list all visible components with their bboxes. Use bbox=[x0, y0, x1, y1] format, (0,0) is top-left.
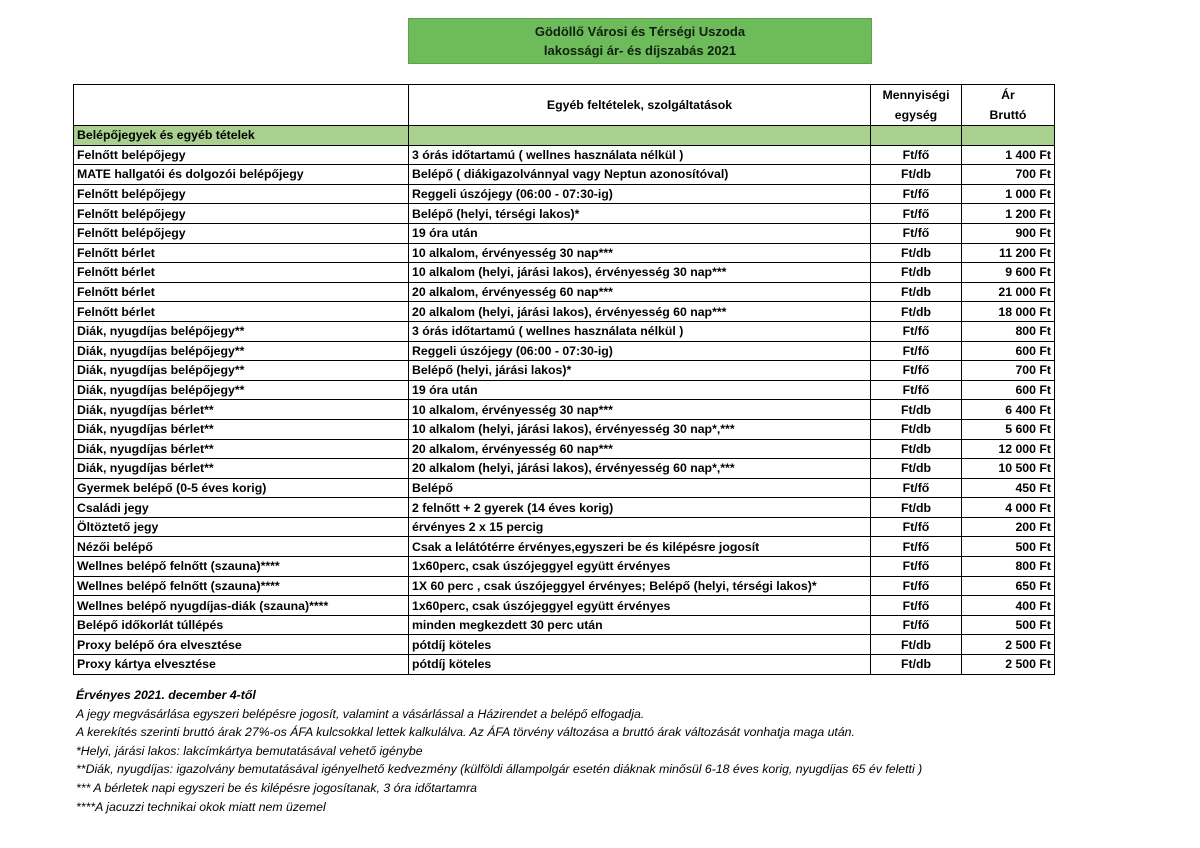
row-unit-cell: Ft/db bbox=[871, 439, 962, 459]
row-name-cell: Gyermek belépő (0-5 éves korig) bbox=[74, 478, 409, 498]
table-row bbox=[74, 282, 1055, 302]
table-header-row bbox=[74, 85, 1055, 126]
header-conditions: Egyéb feltételek, szolgáltatások bbox=[409, 85, 871, 126]
section-cell bbox=[871, 126, 962, 146]
row-price-cell: 18 000 Ft bbox=[962, 302, 1055, 322]
section-row bbox=[74, 126, 1055, 146]
row-unit-cell: Ft/db bbox=[871, 302, 962, 322]
section-label: Belépőjegyek és egyéb tételek bbox=[74, 126, 409, 146]
row-conditions-cell: pótdíj köteles bbox=[409, 655, 871, 675]
table-row bbox=[74, 557, 1055, 577]
row-unit-cell: Ft/db bbox=[871, 655, 962, 675]
row-unit-cell: Ft/db bbox=[871, 498, 962, 518]
footnote: *** A bérletek napi egyszeri be és kilépésre jogosítanak, 3 óra időtartamra bbox=[76, 780, 478, 795]
table-row bbox=[74, 204, 1055, 224]
row-conditions-cell: minden megkezdett 30 perc után bbox=[409, 615, 871, 635]
row-unit-cell: Ft/fő bbox=[871, 557, 962, 577]
header-unit-line-2: egység bbox=[894, 108, 938, 122]
footnote: A jegy megvásárlása egyszeri belépésre jogosít, valamint a vásárlással a Házirendet a belépő elfogadja. bbox=[76, 706, 645, 721]
row-price-cell: 2 500 Ft bbox=[962, 655, 1055, 675]
header-unit-line-1: Mennyiségi bbox=[882, 88, 950, 102]
validity-note: Érvényes 2021. december 4-től bbox=[76, 688, 256, 702]
footnotes bbox=[76, 686, 1076, 816]
row-conditions-cell: érvényes 2 x 15 percig bbox=[409, 517, 871, 537]
row-conditions-cell: 20 alkalom, érvényesség 60 nap*** bbox=[409, 439, 871, 459]
row-conditions-cell: Belépő ( diákigazolvánnyal vagy Neptun azonosítóval) bbox=[409, 165, 871, 185]
row-conditions-cell: 10 alkalom, érvényesség 30 nap*** bbox=[409, 400, 871, 420]
row-price-cell: 500 Ft bbox=[962, 537, 1055, 557]
row-name-cell: Diák, nyugdíjas belépőjegy** bbox=[74, 321, 409, 341]
table-row bbox=[74, 243, 1055, 263]
row-unit-cell: Ft/fő bbox=[871, 321, 962, 341]
table-row bbox=[74, 635, 1055, 655]
row-conditions-cell: 3 órás időtartamú ( wellnes használata nélkül ) bbox=[409, 145, 871, 165]
row-name-cell: Felnőtt belépőjegy bbox=[74, 184, 409, 204]
row-name-cell: Proxy belépő óra elvesztése bbox=[74, 635, 409, 655]
row-name-cell: Belépő időkorlát túllépés bbox=[74, 615, 409, 635]
row-conditions-cell: Belépő (helyi, járási lakos)* bbox=[409, 361, 871, 381]
row-conditions-cell: 10 alkalom, érvényesség 30 nap*** bbox=[409, 243, 871, 263]
row-conditions-cell: 20 alkalom (helyi, járási lakos), érvényesség 60 nap*** bbox=[409, 302, 871, 322]
table-row bbox=[74, 517, 1055, 537]
row-price-cell: 600 Ft bbox=[962, 341, 1055, 361]
row-price-cell: 400 Ft bbox=[962, 596, 1055, 616]
header-unit bbox=[871, 85, 962, 126]
row-price-cell: 12 000 Ft bbox=[962, 439, 1055, 459]
table-row bbox=[74, 576, 1055, 596]
row-price-cell: 10 500 Ft bbox=[962, 459, 1055, 479]
row-price-cell: 9 600 Ft bbox=[962, 263, 1055, 283]
header-price bbox=[962, 85, 1055, 126]
table-row bbox=[74, 478, 1055, 498]
row-name-cell: Diák, nyugdíjas bérlet** bbox=[74, 439, 409, 459]
row-name-cell: Felnőtt bérlet bbox=[74, 282, 409, 302]
row-unit-cell: Ft/db bbox=[871, 419, 962, 439]
row-unit-cell: Ft/db bbox=[871, 400, 962, 420]
table-row bbox=[74, 419, 1055, 439]
row-conditions-cell: 1x60perc, csak úszójeggyel együtt érvényes bbox=[409, 557, 871, 577]
row-conditions-cell: Reggeli úszójegy (06:00 - 07:30-ig) bbox=[409, 184, 871, 204]
header-price-line-1: Ár bbox=[1001, 88, 1015, 102]
row-conditions-cell: Reggeli úszójegy (06:00 - 07:30-ig) bbox=[409, 341, 871, 361]
table-row bbox=[74, 655, 1055, 675]
header-name bbox=[74, 85, 409, 126]
footnote: **Diák, nyugdíjas: igazolvány bemutatásával igényelhető kedvezmény (külföldi állampolgár esetén diáknak minősül 6-18 éves korig, nyugdíjas 65 év feletti ) bbox=[76, 762, 923, 777]
row-unit-cell: Ft/fő bbox=[871, 615, 962, 635]
table-row bbox=[74, 165, 1055, 185]
row-name-cell: Diák, nyugdíjas belépőjegy** bbox=[74, 361, 409, 381]
row-unit-cell: Ft/db bbox=[871, 282, 962, 302]
table-row bbox=[74, 380, 1055, 400]
table-row bbox=[74, 615, 1055, 635]
table-row bbox=[74, 596, 1055, 616]
table-row bbox=[74, 400, 1055, 420]
table-row bbox=[74, 184, 1055, 204]
row-price-cell: 200 Ft bbox=[962, 517, 1055, 537]
footnote: *Helyi, járási lakos: lakcímkártya bemutatásával vehető igénybe bbox=[76, 743, 423, 758]
row-name-cell: Felnőtt belépőjegy bbox=[74, 145, 409, 165]
row-conditions-cell: 19 óra után bbox=[409, 380, 871, 400]
title-line-1: Gödöllő Városi és Térségi Uszoda bbox=[534, 24, 746, 39]
table-row bbox=[74, 341, 1055, 361]
document-title bbox=[408, 18, 872, 64]
row-conditions-cell: 20 alkalom, érvényesség 60 nap*** bbox=[409, 282, 871, 302]
table-row bbox=[74, 361, 1055, 381]
header-price-line-2: Bruttó bbox=[989, 108, 1027, 122]
row-conditions-cell: 19 óra után bbox=[409, 223, 871, 243]
table-row bbox=[74, 302, 1055, 322]
row-name-cell: MATE hallgatói és dolgozói belépőjegy bbox=[74, 165, 409, 185]
table-row bbox=[74, 223, 1055, 243]
row-name-cell: Felnőtt belépőjegy bbox=[74, 223, 409, 243]
row-unit-cell: Ft/fő bbox=[871, 184, 962, 204]
row-unit-cell: Ft/fő bbox=[871, 204, 962, 224]
row-conditions-cell: 10 alkalom (helyi, járási lakos), érvényesség 30 nap*** bbox=[409, 263, 871, 283]
row-unit-cell: Ft/db bbox=[871, 165, 962, 185]
row-unit-cell: Ft/fő bbox=[871, 223, 962, 243]
price-table bbox=[73, 84, 1055, 675]
row-price-cell: 800 Ft bbox=[962, 557, 1055, 577]
footnote: A kerekítés szerinti bruttó árak 27%-os ÁFA kulcsokkal lettek kalkulálva. Az ÁFA törvény változása a bruttó árak változását vonhatja maga után. bbox=[76, 725, 855, 740]
row-name-cell: Nézői belépő bbox=[74, 537, 409, 557]
row-price-cell: 5 600 Ft bbox=[962, 419, 1055, 439]
table-row bbox=[74, 145, 1055, 165]
row-price-cell: 1 000 Ft bbox=[962, 184, 1055, 204]
row-price-cell: 2 500 Ft bbox=[962, 635, 1055, 655]
row-conditions-cell: pótdíj köteles bbox=[409, 635, 871, 655]
row-price-cell: 900 Ft bbox=[962, 223, 1055, 243]
row-conditions-cell: 1X 60 perc , csak úszójeggyel érvényes; Belépő (helyi, térségi lakos)* bbox=[409, 576, 871, 596]
row-conditions-cell: Csak a lelátótérre érvényes,egyszeri be és kilépésre jogosít bbox=[409, 537, 871, 557]
row-unit-cell: Ft/db bbox=[871, 263, 962, 283]
row-unit-cell: Ft/db bbox=[871, 243, 962, 263]
row-name-cell: Családi jegy bbox=[74, 498, 409, 518]
row-unit-cell: Ft/fő bbox=[871, 537, 962, 557]
row-unit-cell: Ft/fő bbox=[871, 145, 962, 165]
row-name-cell: Felnőtt bérlet bbox=[74, 263, 409, 283]
row-name-cell: Diák, nyugdíjas bérlet** bbox=[74, 400, 409, 420]
row-conditions-cell: 1x60perc, csak úszójeggyel együtt érvényes bbox=[409, 596, 871, 616]
row-unit-cell: Ft/fő bbox=[871, 596, 962, 616]
title-line-2: lakossági ár- és díjszabás 2021 bbox=[543, 43, 737, 58]
footnote: ****A jacuzzi technikai okok miatt nem üzemel bbox=[76, 799, 326, 814]
row-conditions-cell: 10 alkalom (helyi, járási lakos), érvényesség 30 nap*,*** bbox=[409, 419, 871, 439]
table-row bbox=[74, 498, 1055, 518]
row-conditions-cell: Belépő (helyi, térségi lakos)* bbox=[409, 204, 871, 224]
row-name-cell: Felnőtt bérlet bbox=[74, 243, 409, 263]
table-row bbox=[74, 537, 1055, 557]
table-row bbox=[74, 321, 1055, 341]
row-name-cell: Diák, nyugdíjas bérlet** bbox=[74, 419, 409, 439]
row-price-cell: 650 Ft bbox=[962, 576, 1055, 596]
row-price-cell: 500 Ft bbox=[962, 615, 1055, 635]
table-row bbox=[74, 439, 1055, 459]
row-price-cell: 1 400 Ft bbox=[962, 145, 1055, 165]
row-name-cell: Felnőtt belépőjegy bbox=[74, 204, 409, 224]
row-name-cell: Diák, nyugdíjas belépőjegy** bbox=[74, 341, 409, 361]
row-price-cell: 1 200 Ft bbox=[962, 204, 1055, 224]
row-unit-cell: Ft/fő bbox=[871, 380, 962, 400]
row-name-cell: Felnőtt bérlet bbox=[74, 302, 409, 322]
row-price-cell: 6 400 Ft bbox=[962, 400, 1055, 420]
row-conditions-cell: 2 felnőtt + 2 gyerek (14 éves korig) bbox=[409, 498, 871, 518]
row-unit-cell: Ft/fő bbox=[871, 576, 962, 596]
row-conditions-cell: 20 alkalom (helyi, járási lakos), érvényesség 60 nap*,*** bbox=[409, 459, 871, 479]
row-unit-cell: Ft/fő bbox=[871, 478, 962, 498]
row-conditions-cell: 3 órás időtartamú ( wellnes használata nélkül ) bbox=[409, 321, 871, 341]
row-name-cell: Wellnes belépő felnőtt (szauna)**** bbox=[74, 557, 409, 577]
row-unit-cell: Ft/fő bbox=[871, 341, 962, 361]
row-name-cell: Proxy kártya elvesztése bbox=[74, 655, 409, 675]
row-name-cell: Wellnes belépő nyugdíjas-diák (szauna)**** bbox=[74, 596, 409, 616]
section-cell bbox=[962, 126, 1055, 146]
row-price-cell: 4 000 Ft bbox=[962, 498, 1055, 518]
row-unit-cell: Ft/fő bbox=[871, 361, 962, 381]
row-unit-cell: Ft/db bbox=[871, 459, 962, 479]
row-name-cell: Diák, nyugdíjas bérlet** bbox=[74, 459, 409, 479]
row-price-cell: 600 Ft bbox=[962, 380, 1055, 400]
row-price-cell: 800 Ft bbox=[962, 321, 1055, 341]
table-row bbox=[74, 459, 1055, 479]
section-cell bbox=[409, 126, 871, 146]
row-price-cell: 11 200 Ft bbox=[962, 243, 1055, 263]
row-name-cell: Öltöztető jegy bbox=[74, 517, 409, 537]
row-price-cell: 450 Ft bbox=[962, 478, 1055, 498]
row-price-cell: 700 Ft bbox=[962, 165, 1055, 185]
table-row bbox=[74, 263, 1055, 283]
row-price-cell: 700 Ft bbox=[962, 361, 1055, 381]
row-conditions-cell: Belépő bbox=[409, 478, 871, 498]
row-name-cell: Wellnes belépő felnőtt (szauna)**** bbox=[74, 576, 409, 596]
row-unit-cell: Ft/fő bbox=[871, 517, 962, 537]
row-price-cell: 21 000 Ft bbox=[962, 282, 1055, 302]
row-name-cell: Diák, nyugdíjas belépőjegy** bbox=[74, 380, 409, 400]
row-unit-cell: Ft/db bbox=[871, 635, 962, 655]
